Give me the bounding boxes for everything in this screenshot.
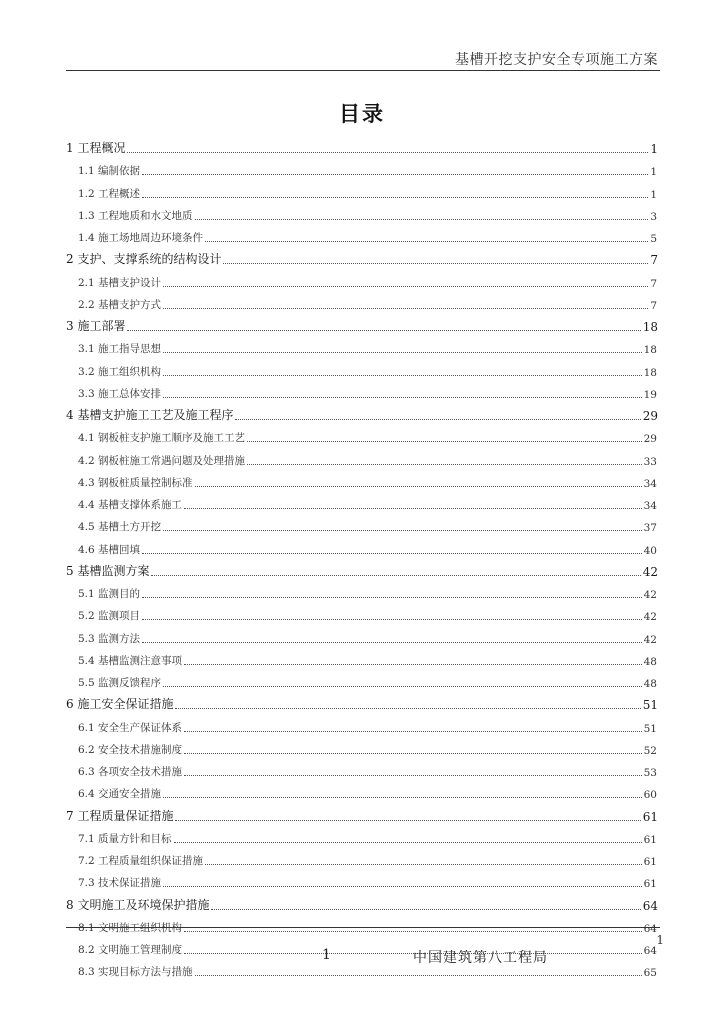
toc-dot-leader	[127, 330, 640, 331]
toc-section-entry[interactable]	[66, 628, 657, 646]
toc-dot-leader	[184, 931, 642, 932]
toc-entry-title: 4.1 钢板桩支护施工顺序及施工工艺	[78, 432, 246, 445]
toc-entry-title: 5.3 监测方法	[78, 632, 141, 645]
toc-entry-title: 1.2 工程概述	[78, 187, 141, 200]
toc-entry-title: 4.3 钢板桩质量控制标准	[78, 476, 193, 489]
toc-section-entry[interactable]	[66, 472, 657, 490]
toc-section-entry[interactable]	[66, 917, 657, 935]
toc-entry-page: 42	[643, 633, 657, 646]
toc-section-entry[interactable]	[66, 739, 657, 757]
toc-section-entry[interactable]	[66, 205, 657, 223]
toc-entry-title: 8.1 文明施工组织机构	[78, 921, 183, 934]
toc-entry-page: 48	[643, 655, 657, 668]
toc-section-entry[interactable]	[66, 672, 657, 690]
toc-entry-title: 2.1 基槽支护设计	[78, 276, 162, 289]
toc-section-entry[interactable]	[66, 361, 657, 379]
toc-entry-page: 34	[643, 500, 657, 512]
toc-entry-title: 5.5 监测反馈程序	[78, 677, 162, 689]
toc-entry-page: 1	[650, 142, 658, 156]
toc-dot-leader	[163, 397, 642, 398]
side-page-mark: 1	[656, 933, 664, 947]
toc-section-entry[interactable]	[66, 650, 657, 668]
toc-entry-title: 5.2 监测项目	[78, 610, 141, 623]
toc-entry-page: 64	[643, 945, 657, 957]
toc-section-entry[interactable]	[66, 761, 657, 779]
toc-entry-title: 4.2 钢板桩施工常遇问题及处理措施	[78, 454, 246, 467]
toc-section-entry[interactable]	[66, 850, 657, 868]
toc-dot-leader	[142, 619, 642, 620]
toc-entry-title: 6.4 交通安全措施	[78, 788, 162, 801]
toc-dot-leader	[211, 909, 640, 910]
toc-entry-page: 37	[643, 522, 657, 535]
toc-entry-page: 48	[643, 678, 657, 690]
toc-dot-leader	[163, 686, 642, 687]
toc-entry-page: 7	[650, 299, 657, 312]
footer-rule	[66, 927, 660, 928]
toc-entry-page: 61	[643, 856, 657, 868]
toc-dot-leader	[163, 886, 642, 887]
footer-page-number: 1	[322, 947, 331, 963]
toc-section-entry[interactable]	[66, 605, 657, 623]
toc-entry-page: 7	[650, 253, 658, 268]
toc-entry-page: 60	[643, 789, 657, 802]
toc-entry-title: 2 支护、支撑系统的结构设计	[66, 252, 222, 267]
toc-dot-leader	[184, 775, 642, 776]
toc-entry-title: 6.1 安全生产保证体系	[78, 721, 183, 734]
toc-dot-leader	[195, 486, 642, 487]
toc-entry-page: 3	[650, 210, 657, 223]
toc-section-entry[interactable]	[66, 961, 657, 979]
toc-entry-title: 1.4 施工场地周边环境条件	[78, 232, 204, 244]
toc-entry-title: 5 基槽监测方案	[66, 563, 150, 578]
toc-dot-leader	[163, 797, 642, 798]
toc-entry-page: 1	[650, 188, 657, 201]
toc-chapter-entry[interactable]	[66, 405, 658, 423]
toc-dot-leader	[195, 975, 642, 976]
toc-dot-leader	[184, 508, 642, 509]
toc-section-entry[interactable]	[66, 272, 657, 290]
toc-entry-page: 40	[643, 544, 657, 557]
toc-entry-title: 7.2 工程质量组织保证措施	[78, 855, 204, 867]
toc-entry-title: 3.1 施工指导思想	[78, 343, 162, 356]
toc-entry-page: 61	[643, 878, 657, 891]
toc-section-entry[interactable]	[66, 583, 657, 601]
toc-chapter-entry[interactable]	[66, 895, 658, 913]
toc-entry-title: 8.3 实现目标方法与措施	[78, 966, 193, 979]
toc-title: 目录	[339, 101, 385, 126]
toc-section-entry[interactable]	[66, 450, 657, 468]
toc-entry-title: 4.5 基槽土方开挖	[78, 521, 162, 534]
toc-dot-leader	[127, 152, 648, 153]
toc-entry-title: 3.2 施工组织机构	[78, 365, 162, 378]
toc-entry-page: 53	[643, 767, 657, 779]
toc-entry-title: 2.2 基槽支护方式	[78, 298, 162, 311]
toc-entry-title: 8.2 文明施工管理制度	[78, 944, 183, 956]
toc-entry-title: 3.3 施工总体安排	[78, 387, 162, 400]
toc-dot-leader	[163, 375, 642, 376]
toc-section-entry[interactable]	[66, 338, 657, 356]
toc-dot-leader	[175, 820, 640, 821]
toc-dot-leader	[184, 664, 642, 665]
toc-entry-title: 6 施工安全保证措施	[66, 697, 174, 712]
toc-dot-leader	[151, 575, 640, 576]
toc-entry-page: 42	[642, 564, 658, 579]
toc-dot-leader	[163, 352, 642, 353]
toc-chapter-entry[interactable]	[66, 316, 658, 334]
toc-section-entry[interactable]	[66, 717, 657, 735]
toc-entry-page: 7	[650, 277, 657, 290]
toc-entry-title: 6.3 各项安全技术措施	[78, 766, 183, 778]
toc-entry-page: 61	[642, 809, 658, 824]
toc-chapter-entry[interactable]	[66, 561, 658, 579]
toc-entry-page: 42	[643, 611, 657, 624]
toc-entry-page: 29	[642, 409, 658, 423]
toc-section-entry[interactable]	[66, 160, 657, 178]
toc-entry-title: 5.1 监测目的	[78, 588, 141, 600]
toc-entry-title: 4 基槽支护施工工艺及施工程序	[66, 408, 234, 422]
toc-dot-leader	[142, 197, 648, 198]
toc-entry-title: 7.3 技术保证措施	[78, 877, 162, 890]
toc-entry-title: 4.6 基槽回填	[78, 543, 141, 556]
toc-dot-leader	[163, 286, 648, 287]
toc-entry-page: 65	[643, 967, 657, 980]
toc-entry-page: 64	[643, 922, 657, 935]
toc-section-entry[interactable]	[66, 939, 657, 957]
toc-chapter-entry[interactable]	[66, 249, 658, 267]
toc-dot-leader	[174, 842, 642, 843]
toc-entry-title: 6.2 安全技术措施制度	[78, 743, 183, 756]
toc-entry-page: 51	[643, 722, 657, 735]
toc-entry-title: 7.1 质量方针和目标	[78, 832, 172, 845]
toc-entry-page: 61	[643, 833, 657, 846]
toc-section-entry[interactable]	[66, 227, 657, 245]
toc-section-entry[interactable]	[66, 783, 657, 801]
toc-section-entry[interactable]	[66, 383, 657, 401]
toc-entry-page: 5	[650, 233, 657, 245]
toc-entry-title: 8 文明施工及环境保护措施	[66, 897, 210, 912]
toc-entry-title: 1.1 编制依据	[78, 165, 141, 178]
toc-section-entry[interactable]	[66, 294, 657, 312]
toc-entry-title: 3 施工部署	[66, 319, 126, 333]
toc-entry-page: 1	[650, 166, 657, 179]
toc-dot-leader	[142, 597, 642, 598]
toc-entry-page: 18	[642, 320, 658, 334]
toc-entry-page: 42	[643, 589, 657, 601]
toc-entry-page: 18	[643, 366, 657, 379]
footer-company: 中国建筑第八工程局	[413, 950, 548, 966]
toc-entry-title: 5.4 基槽监测注意事项	[78, 654, 183, 667]
toc-entry-page: 64	[642, 898, 658, 913]
toc-section-entry[interactable]	[66, 494, 657, 512]
toc-section-entry[interactable]	[66, 828, 657, 846]
toc-dot-leader	[247, 464, 642, 465]
toc-entry-title: 1 工程概况	[66, 141, 126, 155]
toc-dot-leader	[235, 419, 640, 420]
toc-chapter-entry[interactable]	[66, 806, 658, 824]
toc-section-entry[interactable]	[66, 539, 657, 557]
toc-dot-leader	[205, 864, 642, 865]
toc-dot-leader	[223, 263, 648, 264]
toc-section-entry[interactable]	[66, 516, 657, 534]
toc-entry-page: 29	[643, 433, 657, 446]
toc-dot-leader	[163, 308, 648, 309]
toc-dot-leader	[184, 731, 642, 732]
toc-section-entry[interactable]	[66, 872, 657, 890]
toc-dot-leader	[247, 441, 642, 442]
toc-entry-page: 19	[643, 388, 657, 401]
toc-section-entry[interactable]	[66, 427, 657, 445]
toc-entry-page: 33	[643, 455, 657, 468]
toc-dot-leader	[163, 530, 642, 531]
toc-chapter-entry[interactable]	[66, 138, 658, 156]
toc-dot-leader	[205, 241, 648, 242]
toc-entry-page: 34	[643, 477, 657, 490]
toc-chapter-entry[interactable]	[66, 694, 658, 712]
toc-entry-page: 18	[643, 344, 657, 357]
toc-dot-leader	[142, 642, 642, 643]
toc-section-entry[interactable]	[66, 183, 657, 201]
header-rule	[66, 70, 660, 71]
toc-dot-leader	[142, 553, 642, 554]
toc-entry-title: 7 工程质量保证措施	[66, 808, 174, 823]
toc-dot-leader	[142, 174, 648, 175]
toc-entry-page: 52	[643, 744, 657, 757]
header-title: 基槽开挖支护安全专项施工方案	[455, 52, 658, 68]
toc-dot-leader	[175, 708, 640, 709]
toc-entry-title: 1.3 工程地质和水文地质	[78, 209, 193, 222]
toc-dot-leader	[195, 219, 649, 220]
toc-dot-leader	[184, 753, 642, 754]
toc-entry-title: 4.4 基槽支撑体系施工	[78, 499, 183, 511]
toc-entry-page: 51	[642, 698, 658, 713]
